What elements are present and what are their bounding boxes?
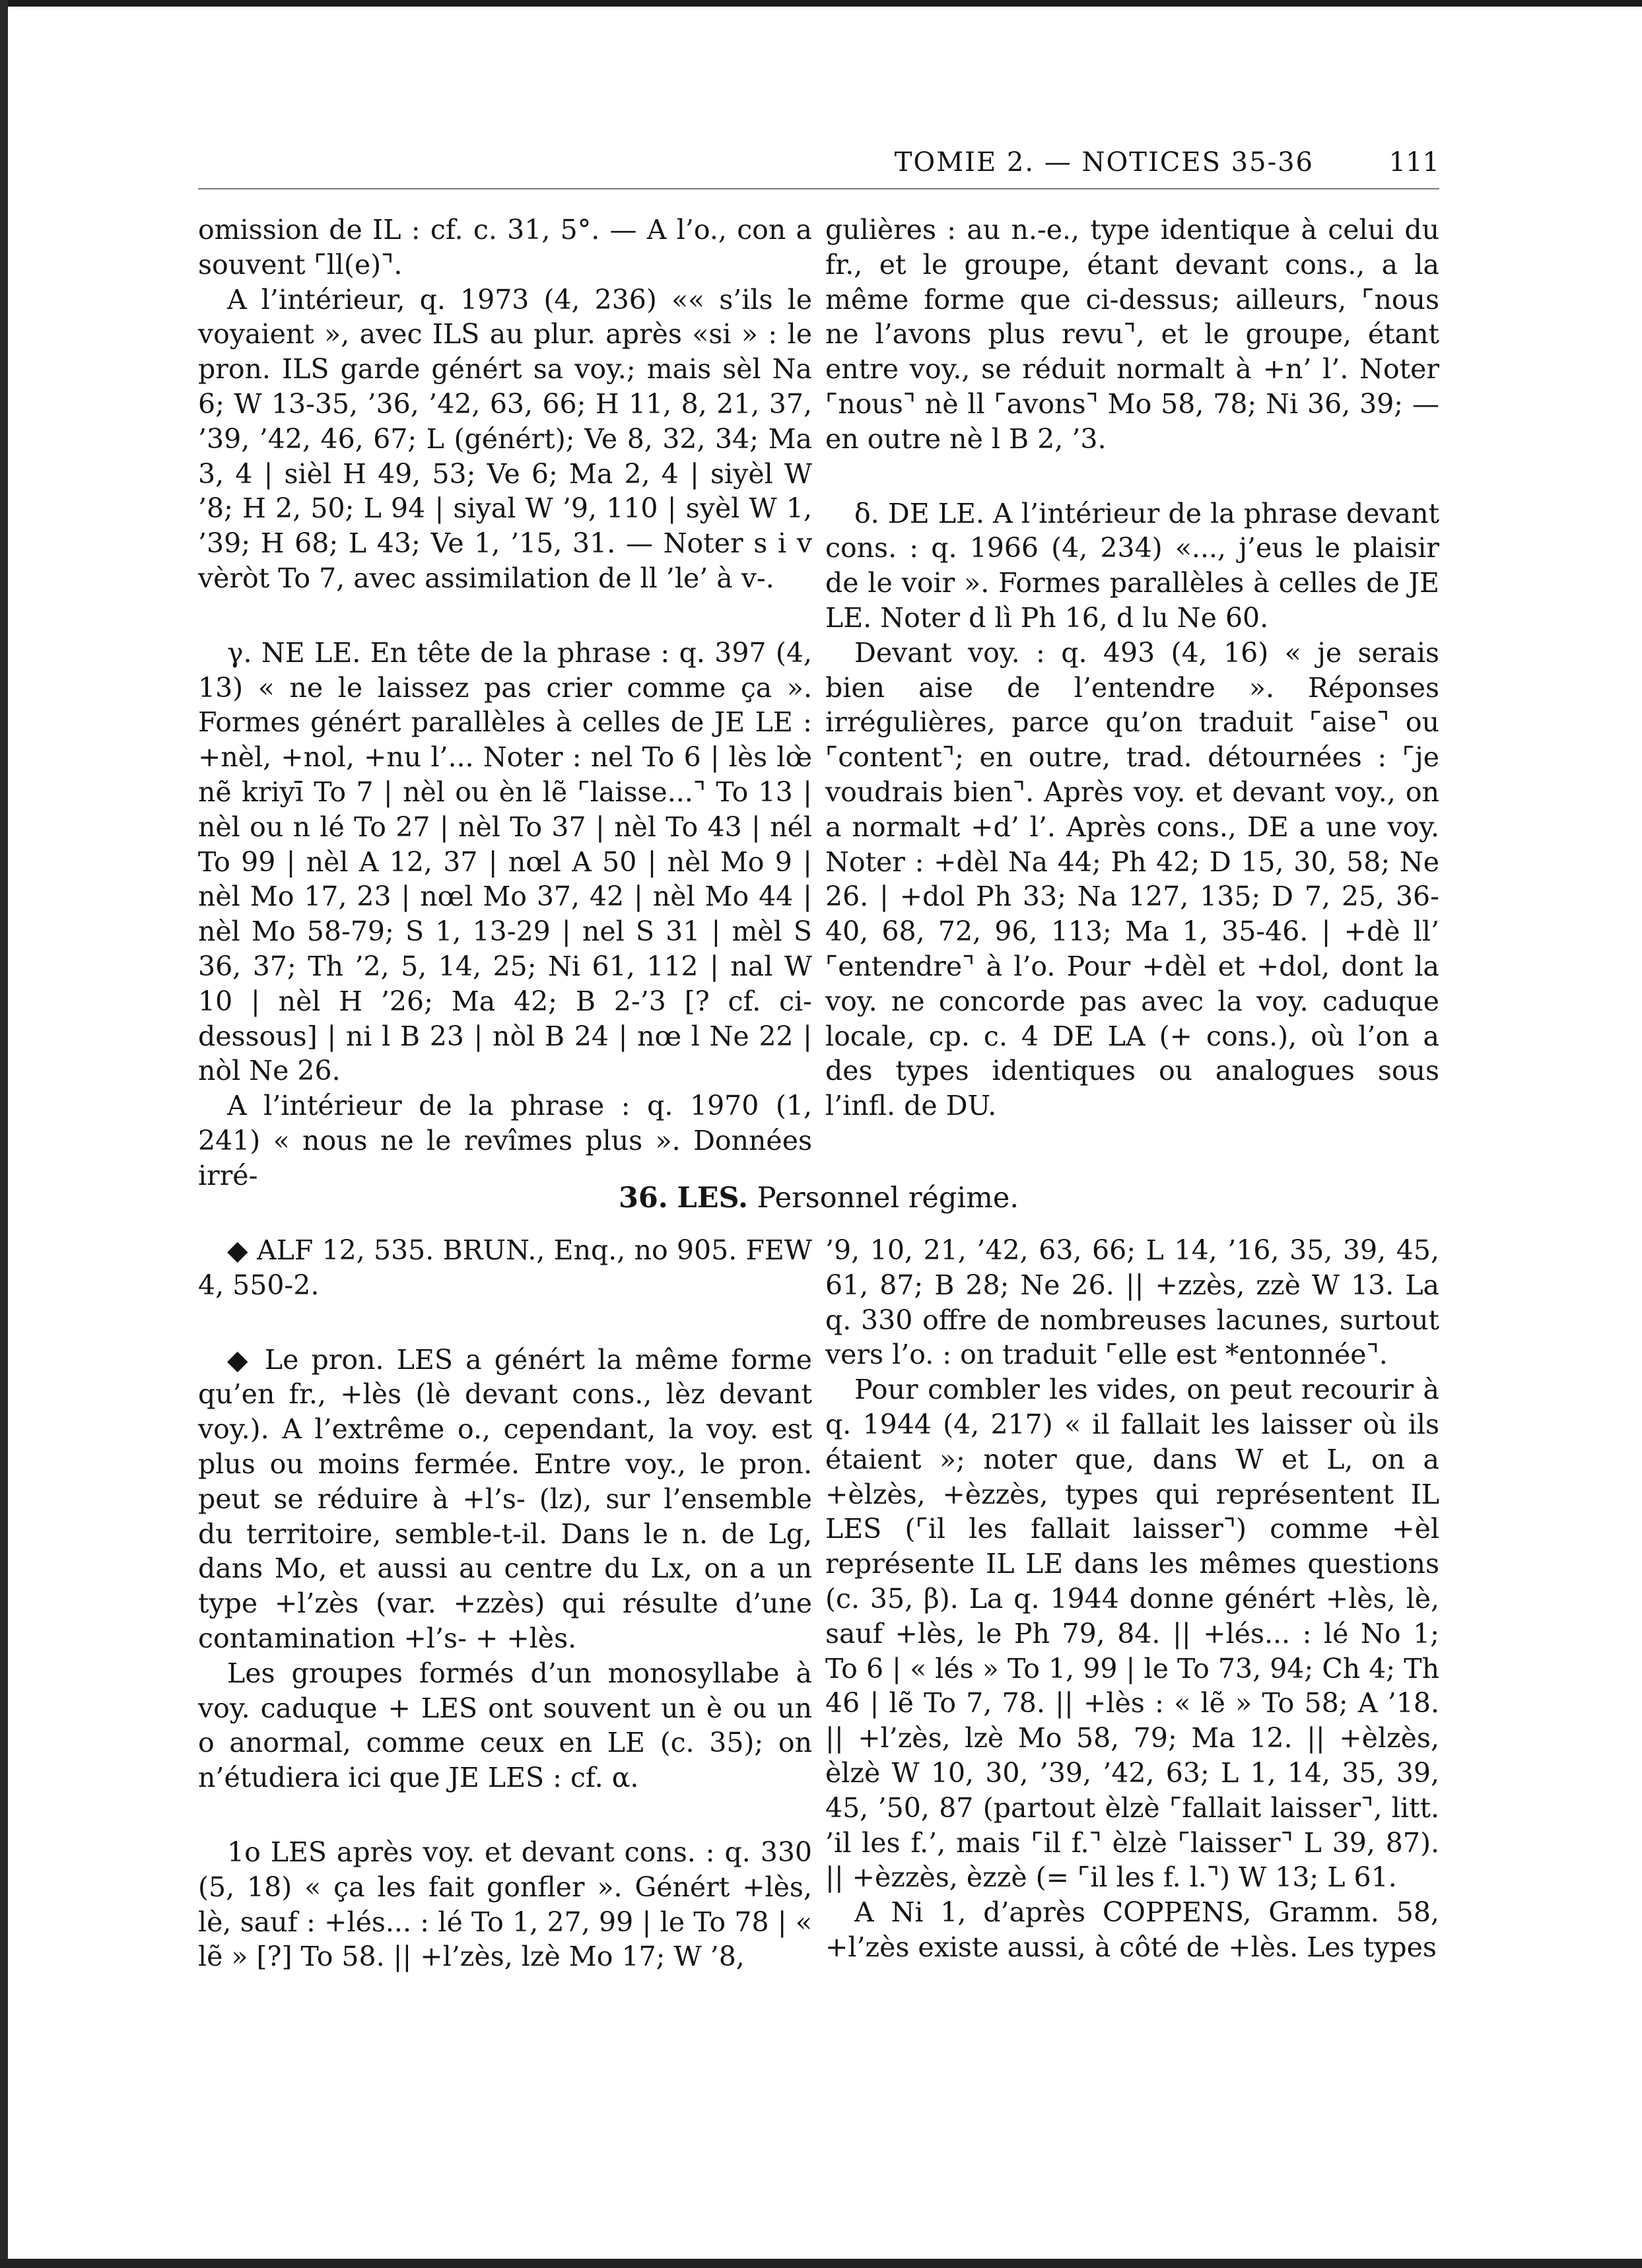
paragraph: gulières : au n.-e., type identique à celui du fr., et le groupe, étant devant cons., a la même forme que ci-dessus; ailleurs, ⌜nous ne l’avons plus revu⌝, et le groupe, étant entre voy., se réduit normalt à +n’ l’. Noter ⌜nous⌝ nè ll ⌜avons⌝ Mo 58, 78; Ni 36, 39; — en outre nè l B 2, ’3. — [825, 214, 1439, 455]
scan-bottom-edge — [0, 2259, 1642, 2268]
page-number: 111 — [1388, 147, 1439, 178]
header-rule — [198, 188, 1439, 189]
paragraph: A Ni 1, d’après COPPENS, Gramm. 58, +l’zès existe aussi, à côté de +lès. Les types — [825, 1896, 1439, 1963]
page-header — [198, 142, 1439, 188]
paragraph: 1o LES après voy. et devant cons. : q. 330 (5, 18) « ça les fait gonfler ». Génért +lès, lè, sauf : +lés... : lé To 1, 27, 99 | le To 78 | « lẽ » [?] To 58. || +l’zès, lzè Mo 17; W ’8, — [198, 1836, 812, 1973]
left-column-top — [198, 213, 812, 1193]
paragraph: Pour combler les vides, on peut recourir à q. 1944 (4, 217) « il fallait les laisser où ils étaient »; noter que, dans W et L, on a +èlzès, +èzzès, types qui représentent IL LES (⌜il les fallait laisser⌝) comme +èl représente IL LE dans les mêmes questions (c. 35, β). La q. 1944 donne génért +lès, lè, sauf +lès, le Ph 79, 84. || +lés... : lé No 1; To 6 | « lés » To 1, 99 | le To 73, 94; Ch 4; Th 46 | lẽ To 7, 78. || +lès : « lẽ » To 58; A ’18. || +l’zès, lzè Mo 58, 79; Ma 12. || +èlzès, èlzè W 10, 30, ’39, ’42, 63; L 1, 14, 35, 39, 45, ’50, 87 (partout èlzè ⌜fallait laisser⌝, litt. ’il les f.’, mais ⌜il f.⌝ èlzè ⌜laisser⌝ L 39, 87). || +èzzès, èzzè (= ⌜il les f. l.⌝) W 13; L 61. — [825, 1374, 1439, 1894]
paragraph: ◆ ALF 12, 535. BRUN., Enq., no 905. FEW 4, 550-2. — [198, 1234, 812, 1301]
running-title: TOMIE 2. — NOTICES 35-36 — [894, 147, 1314, 178]
right-column-bottom — [825, 1233, 1439, 1965]
paragraph: ◆ Le pron. LES a génért la même forme qu’en fr., +lès (lè devant cons., lèz devant voy.). A l’extrême o., cependant, la voy. est plus ou moins fermée. Entre voy., le pron. peut se réduire à +l’s- (lz), sur l’ensemble du territoire, semble-t-il. Dans le n. de Lg, dans Mo, et aussi au centre du Lx, on a un type +l’zès (var. +zzès) qui résulte d’une contamination +l’s- + +lès. — [198, 1343, 812, 1654]
paragraph: A l’intérieur de la phrase : q. 1970 (1, 241) « nous ne le revîmes plus ». Données irré- — [198, 1090, 812, 1191]
paragraph: ’9, 10, 21, ’42, 63, 66; L 14, ’16, 35, 39, 45, 61, 87; B 28; Ne 26. || +zzès, zzè W 13. La q. 330 offre de nombreuses lacunes, surtout vers l’o. : on traduit ⌜elle est *entonnée⌝. — [825, 1234, 1439, 1371]
paragraph: A l’intérieur, q. 1973 (4, 236) «« s’ils le voyaient », avec ILS au plur. après «si » : le pron. ILS garde génért sa voy.; mais sèl Na 6; W 13-35, ’36, ’42, 63, 66; H 11, 8, 21, 37, ’39, ’42, 46, 67; L (génért); Ve 8, 32, 34; Ma 3, 4 | sièl H 49, 53; Ve 6; Ma 2, 4 | siyèl W ’8; H 2, 50; L 94 | siyal W ’9, 110 | syèl W 1, ’39; H 68; L 43; Ve 1, ’15, 31. — Noter s i v vèròt To 7, avec assimilation de ll ’le’ à v-. — [198, 283, 812, 594]
paragraph: Les groupes formés d’un monosyllabe à voy. caduque + LES ont souvent un è ou un o anormal, comme ceux en LE (c. 35); on n’étudiera ici que JE LES : cf. α. — [198, 1657, 812, 1794]
scan-left-edge — [0, 0, 8, 2268]
scan-top-edge — [0, 0, 1642, 7]
paragraph: omission de IL : cf. c. 31, 5°. — A l’o., con a souvent ⌜ll(e)⌝. — [198, 214, 812, 281]
right-column-top — [825, 213, 1439, 1123]
paragraph: δ. DE LE. A l’intérieur de la phrase devant cons. : q. 1966 (4, 234) «..., j’eus le plaisir de le voir ». Formes parallèles à celles de JE LE. Noter d lì Ph 16, d lu Ne 60. — [825, 497, 1439, 634]
section-number: 36. — [618, 1182, 668, 1215]
paragraph: γ. NE LE. En tête de la phrase : q. 397 (4, 13) « ne le laissez pas crier comme ça ». Formes génért parallèles à celles de JE LE : +nèl, +nol, +nu l’... Noter : nel To 6 | lès lœ̀ nẽ kriyī To 7 | nèl ou èn lẽ ⌜laisse...⌝ To 13 | nèl ou n lé To 27 | nèl To 37 | nèl To 43 | nél To 99 | nèl A 12, 37 | nœl A 50 | nèl Mo 9 | nèl Mo 17, 23 | nœl Mo 37, 42 | nèl Mo 44 | nèl Mo 58-79; S 1, 13-29 | nel S 31 | mèl S 36, 37; Th ’2, 5, 14, 25; Ni 61, 112 | nal W 10 | nèl H ’26; Ma 42; B 2-’3 [? cf. ci-dessous] | ni l B 23 | nòl B 24 | nœ l Ne 22 | nòl Ne 26. — [198, 636, 812, 1087]
left-column-bottom — [198, 1233, 812, 1974]
paragraph: Devant voy. : q. 493 (4, 16) « je serais bien aise de l’entendre ». Réponses irrégulières, parce qu’on traduit ⌜aise⌝ ou ⌜content⌝; en outre, trad. détournées : ⌜je voudrais bien⌝. Après voy. et devant voy., on a normalt +d’ l’. Après cons., DE a une voy. Noter : +dèl Na 44; Ph 42; D 15, 30, 58; Ne 26. | +dol Ph 33; Na 127, 135; D 7, 25, 36-40, 68, 72, 96, 113; Ma 1, 35-46. | +dè ll’ ⌜entendre⌝ à l’o. Pour +dèl et +dol, dont la voy. ne concorde pas avec la voy. caduque locale, cp. c. 4 DE LA (+ cons.), où l’on a des types identiques ou analogues sous l’infl. de DU. — [825, 636, 1439, 1122]
section-title: LES. — [677, 1182, 748, 1215]
section-subtitle: Personnel régime. — [757, 1182, 1019, 1215]
section-heading — [198, 1182, 1439, 1215]
